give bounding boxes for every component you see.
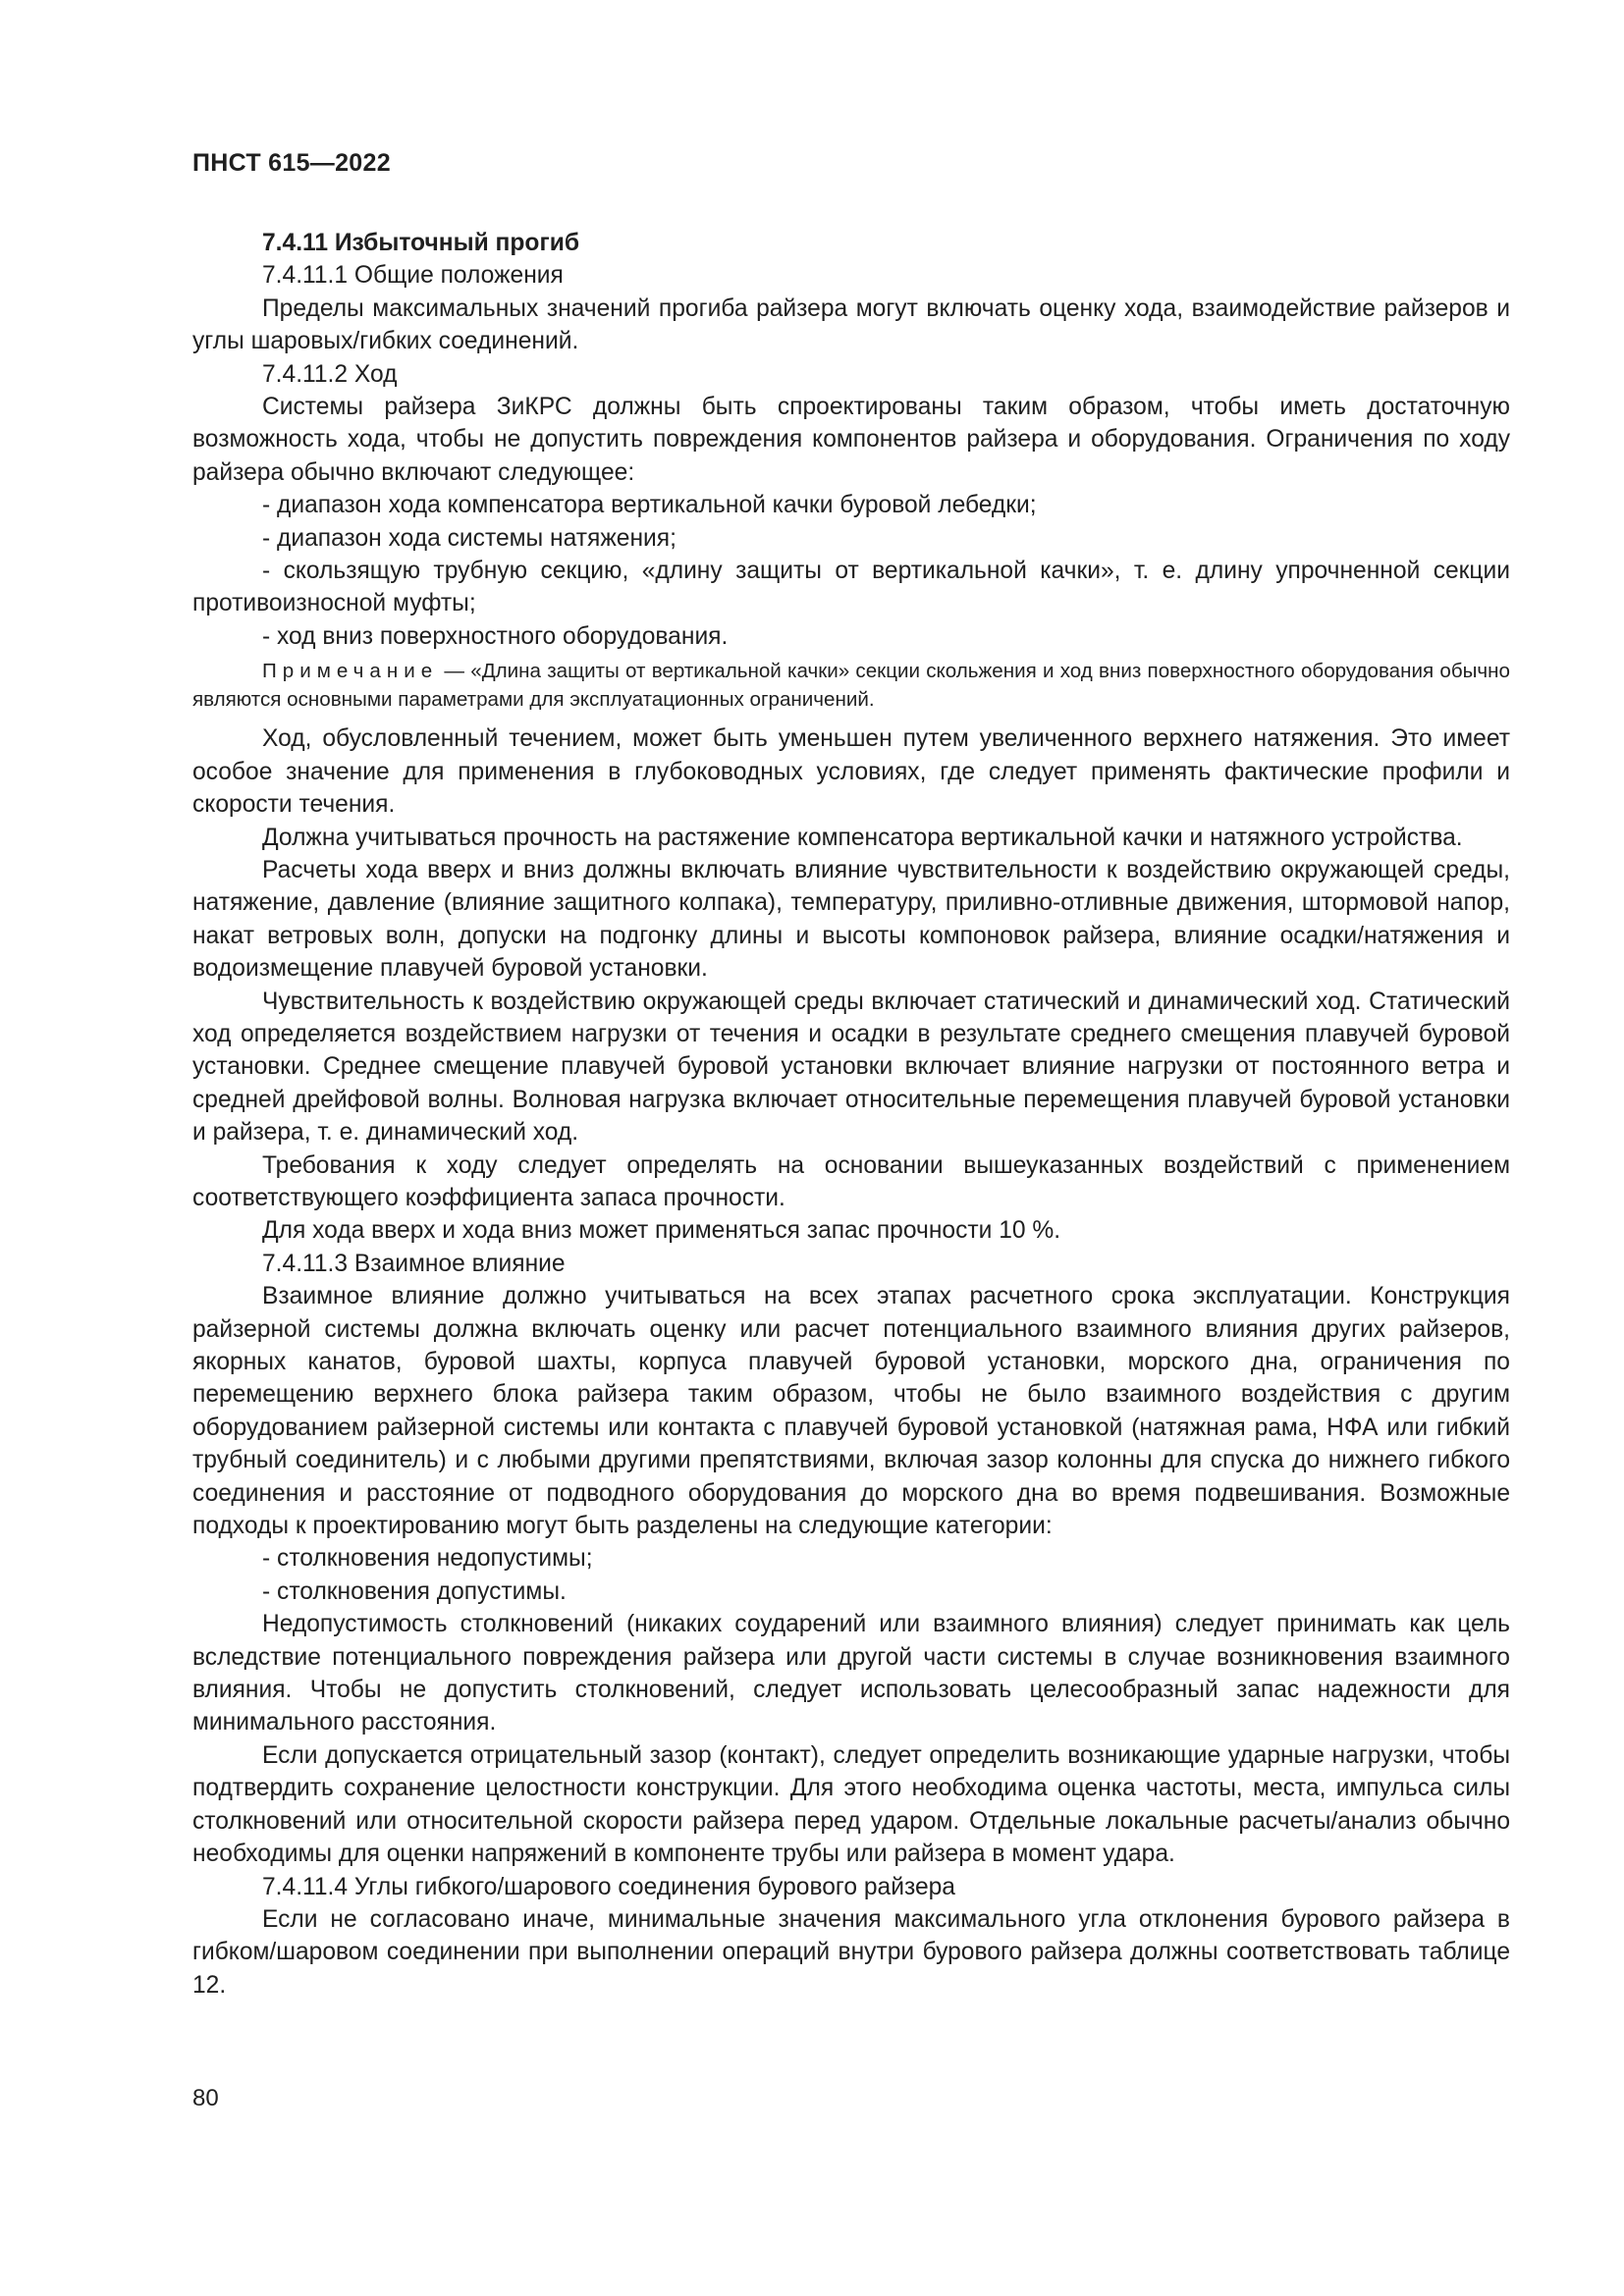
- list-item: - скользящую трубную секцию, «длину защиты от вертикальной качки», т. е. длину упрочненной секции противоизносной муфты;: [192, 558, 1510, 617]
- note: [192, 657, 1510, 714]
- list-item: - диапазон хода компенсатора вертикальной качки буровой лебедки;: [262, 492, 1037, 519]
- document-body: [192, 227, 1510, 2002]
- paragraph: Если допускается отрицательный зазор (контакт), следует определить возникающие ударные нагрузки, чтобы подтвердить сохранение целостности конструкции. Для этого необходима оценка частоты, места, импульса силы столкновений или относительной скорости райзера перед ударом. Отдельные локальные расчеты/анализ обычно необходимы для оценки напряжений в компоненте трубы или райзера в момент удара.: [192, 1741, 1510, 1868]
- paragraph: Ход, обусловленный течением, может быть уменьшен путем увеличенного верхнего натяжения. Это имеет особое значение для применения в глубоководных условиях, где следует применять фактические профили и скорости течения.: [192, 725, 1510, 819]
- paragraph: Пределы максимальных значений прогиба райзера могут включать оценку хода, взаимодействие райзеров и углы шаровых/гибких соединений.: [192, 294, 1510, 355]
- paragraph: Для хода вверх и хода вниз может применяться запас прочности 10 %.: [262, 1217, 1061, 1245]
- paragraph: Взаимное влияние должно учитываться на всех этапах расчетного срока эксплуатации. Конструкция райзерной системы должна включать оценку или расчет потенциального взаимного влияния других райзеров, якорных канатов, буровой шахты, корпуса плавучей буровой установки, морского дна, ограничения по перемещению верхнего блока райзера таким образом, чтобы не было взаимного воздействия с другим оборудованием райзерной системы или контакта с плавучей буровой установкой (натяжная рама, НФА или гибкий трубный соединитель) и с любыми другими препятствиями, включая зазор колонны для спуска до нижнего гибкого соединения и расстояние от подводного оборудования до морского дна во время подвешивания. Возможные подходы к проектированию могут быть разделены на следующие категории:: [192, 1283, 1510, 1540]
- list-item: - столкновения допустимы.: [262, 1577, 567, 1605]
- list-item: - диапазон хода системы натяжения;: [262, 524, 677, 552]
- paragraph: Требования к ходу следует определять на основании вышеуказанных воздействий с применением соответствующего коэффициента запаса прочности.: [192, 1151, 1510, 1211]
- list-item: - столкновения недопустимы;: [262, 1545, 593, 1573]
- subsection-heading: 7.4.11.2 Ход: [262, 360, 398, 388]
- subsection-heading: 7.4.11.3 Взаимное влияние: [262, 1250, 566, 1277]
- note-text: — «Длина защиты от вертикальной качки» секции скольжения и ход вниз поверхностного оборудования обычно являются основными параметрами для эксплуатационных ограничений.: [192, 660, 1510, 712]
- list-item: - ход вниз поверхностного оборудования.: [262, 622, 729, 650]
- paragraph: Недопустимость столкновений (никаких соударений или взаимного влияния) следует принимать как цель вследствие потенциального повреждения райзера или другой части системы в случае возникновения взаимного влияния. Чтобы не допустить столкновений, следует использовать целесообразный запас надежности для минимального расстояния.: [192, 1611, 1510, 1736]
- section-heading: 7.4.11 Избыточный прогиб: [262, 230, 580, 256]
- subsection-heading: 7.4.11.4 Углы гибкого/шарового соединения бурового райзера: [262, 1873, 955, 1900]
- page-number: 80: [192, 2085, 219, 2111]
- subsection-heading: 7.4.11.1 Общие положения: [262, 262, 564, 290]
- paragraph: Должна учитываться прочность на растяжение компенсатора вертикальной качки и натяжного устройства.: [262, 824, 1463, 851]
- paragraph: Расчеты хода вверх и вниз должны включать влияние чувствительности к воздействию окружающей среды, натяжение, давление (влияние защитного колпака), температуру, приливно-отливные движения, штормовой напор, накат ветровых волн, допуски на подгонку длины и высоты компоновок райзера, влияние осадки/натяжения и водоизмещение плавучей буровой установки.: [192, 856, 1510, 983]
- document-code: ПНСТ 615—2022: [192, 149, 391, 177]
- paragraph: Если не согласовано иначе, минимальные значения максимального угла отклонения бурового райзера в гибком/шаровом соединении при выполнении операций внутри бурового райзера должны соответствовать таблице 12.: [192, 1905, 1510, 1999]
- paragraph: Чувствительность к воздействию окружающей среды включает статический и динамический ход. Статический ход определяется воздействием нагрузки от течения и осадки в результате среднего смещения плавучей буровой установки. Среднее смещение плавучей буровой установки включает влияние нагрузки от постоянного ветра и средней дрейфовой волны. Волновая нагрузка включает относительные перемещения плавучей буровой установки и райзера, т. е. динамический ход.: [192, 988, 1510, 1147]
- paragraph: Системы райзера ЗиКРС должны быть спроектированы таким образом, чтобы иметь достаточную возможность хода, чтобы не допустить повреждения компонентов райзера и оборудования. Ограничения по ходу райзера обычно включают следующее:: [192, 394, 1510, 486]
- note-label: Примечание: [262, 660, 439, 683]
